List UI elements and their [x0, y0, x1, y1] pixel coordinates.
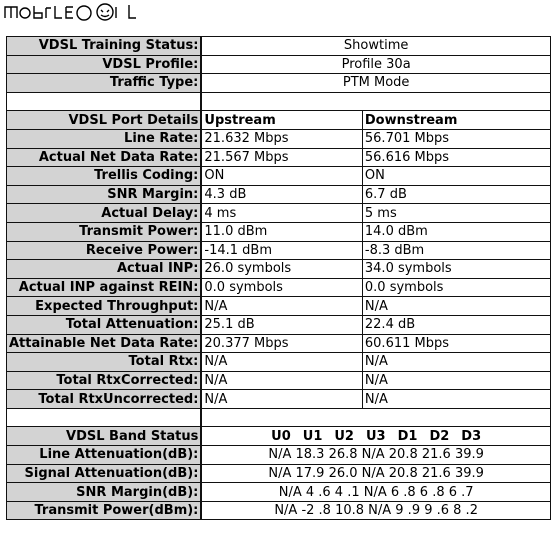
downstream-header: Downstream: [362, 111, 550, 130]
band-values: N/A 18.3 26.8 N/A 20.8 21.6 39.9: [201, 446, 550, 465]
upstream-value: 0.0 symbols: [201, 278, 362, 297]
downstream-value: 14.0 dBm: [362, 222, 550, 241]
upstream-value: 25.1 dB: [201, 315, 362, 334]
status-value: Profile 30a: [201, 55, 550, 74]
status-label: VDSL Profile:: [7, 55, 202, 74]
section-spacer: [7, 408, 551, 427]
band-label: Signal Attenuation(dB):: [7, 464, 202, 483]
port-label: Total Rtx:: [7, 353, 202, 372]
port-label: Total Attenuation:: [7, 315, 202, 334]
port-row: [7, 241, 551, 260]
port-row: [7, 185, 551, 204]
upstream-header: Upstream: [201, 111, 362, 130]
port-row: [7, 315, 551, 334]
port-row: [7, 204, 551, 223]
port-label: Total RtxUncorrected:: [7, 390, 202, 409]
port-row: [7, 260, 551, 279]
upstream-value: 4 ms: [201, 204, 362, 223]
port-label: Receive Power:: [7, 241, 202, 260]
band-row: [7, 501, 551, 520]
band-label: Transmit Power(dBm):: [7, 501, 202, 520]
status-value: PTM Mode: [201, 74, 550, 93]
port-row: [7, 297, 551, 316]
upstream-value: ON: [201, 167, 362, 186]
downstream-value: ON: [362, 167, 550, 186]
port-label: Line Rate:: [7, 129, 202, 148]
port-details-header: [7, 111, 551, 130]
port-details-title: VDSL Port Details: [7, 111, 202, 130]
band-values: N/A 17.9 26.0 N/A 20.8 21.6 39.9: [201, 464, 550, 483]
downstream-value: N/A: [362, 297, 550, 316]
downstream-value: 60.611 Mbps: [362, 334, 550, 353]
status-label: VDSL Training Status:: [7, 37, 202, 56]
downstream-value: 22.4 dB: [362, 315, 550, 334]
upstream-value: 11.0 dBm: [201, 222, 362, 241]
port-row: [7, 222, 551, 241]
band-status-title: VDSL Band Status: [7, 427, 202, 446]
port-row: [7, 334, 551, 353]
status-row: [7, 55, 551, 74]
spacer-cell: [201, 92, 550, 111]
status-row: [7, 37, 551, 56]
band-name: D1: [397, 428, 418, 444]
band-row: [7, 464, 551, 483]
port-row: [7, 390, 551, 409]
band-values: N/A -2 .8 10.8 N/A 9 .9 9 .6 8 .2: [201, 501, 550, 520]
downstream-value: 34.0 symbols: [362, 260, 550, 279]
downstream-value: N/A: [362, 371, 550, 390]
port-label: Actual INP:: [7, 260, 202, 279]
port-label: Total RtxCorrected:: [7, 371, 202, 390]
port-label: Expected Throughput:: [7, 297, 202, 316]
band-values: N/A 4 .6 4 .1 N/A 6 .8 6 .8 6 .7: [201, 483, 550, 502]
upstream-value: -14.1 dBm: [201, 241, 362, 260]
port-label: Attainable Net Data Rate:: [7, 334, 202, 353]
downstream-value: N/A: [362, 390, 550, 409]
upstream-value: N/A: [201, 353, 362, 372]
band-label: Line Attenuation(dB):: [7, 446, 202, 465]
port-row: [7, 129, 551, 148]
downstream-value: 5 ms: [362, 204, 550, 223]
status-label: Traffic Type:: [7, 74, 202, 93]
band-name: U2: [334, 428, 354, 444]
port-label: Actual Net Data Rate:: [7, 148, 202, 167]
downstream-value: 56.701 Mbps: [362, 129, 550, 148]
band-label: SNR Margin(dB):: [7, 483, 202, 502]
band-row: [7, 446, 551, 465]
upstream-value: N/A: [201, 371, 362, 390]
downstream-value: 0.0 symbols: [362, 278, 550, 297]
port-label: Actual Delay:: [7, 204, 202, 223]
band-name: U1: [302, 428, 323, 444]
band-name: U3: [365, 428, 386, 444]
port-row: [7, 353, 551, 372]
vdsl-status-table: [6, 36, 551, 520]
band-name: D3: [461, 428, 482, 444]
band-name: D2: [429, 428, 450, 444]
spacer-cell: [7, 92, 202, 111]
downstream-value: 6.7 dB: [362, 185, 550, 204]
upstream-value: 20.377 Mbps: [201, 334, 362, 353]
band-names: [201, 427, 550, 446]
port-row: [7, 148, 551, 167]
upstream-value: N/A: [201, 390, 362, 409]
spacer-cell: [201, 408, 550, 427]
downstream-value: 56.616 Mbps: [362, 148, 550, 167]
band-name: U0: [271, 428, 291, 444]
upstream-value: N/A: [201, 297, 362, 316]
port-label: Transmit Power:: [7, 222, 202, 241]
mobile01-logo: [2, 2, 142, 22]
port-label: Actual INP against REIN:: [7, 278, 202, 297]
port-row: [7, 278, 551, 297]
port-row: [7, 167, 551, 186]
section-spacer: [7, 92, 551, 111]
status-value: Showtime: [201, 37, 550, 56]
spacer-cell: [7, 408, 202, 427]
band-row: [7, 483, 551, 502]
downstream-value: -8.3 dBm: [362, 241, 550, 260]
band-status-header: [7, 427, 551, 446]
upstream-value: 21.567 Mbps: [201, 148, 362, 167]
port-row: [7, 371, 551, 390]
upstream-value: 21.632 Mbps: [201, 129, 362, 148]
downstream-value: N/A: [362, 353, 550, 372]
upstream-value: 4.3 dB: [201, 185, 362, 204]
port-label: Trellis Coding:: [7, 167, 202, 186]
port-label: SNR Margin:: [7, 185, 202, 204]
upstream-value: 26.0 symbols: [201, 260, 362, 279]
status-row: [7, 74, 551, 93]
